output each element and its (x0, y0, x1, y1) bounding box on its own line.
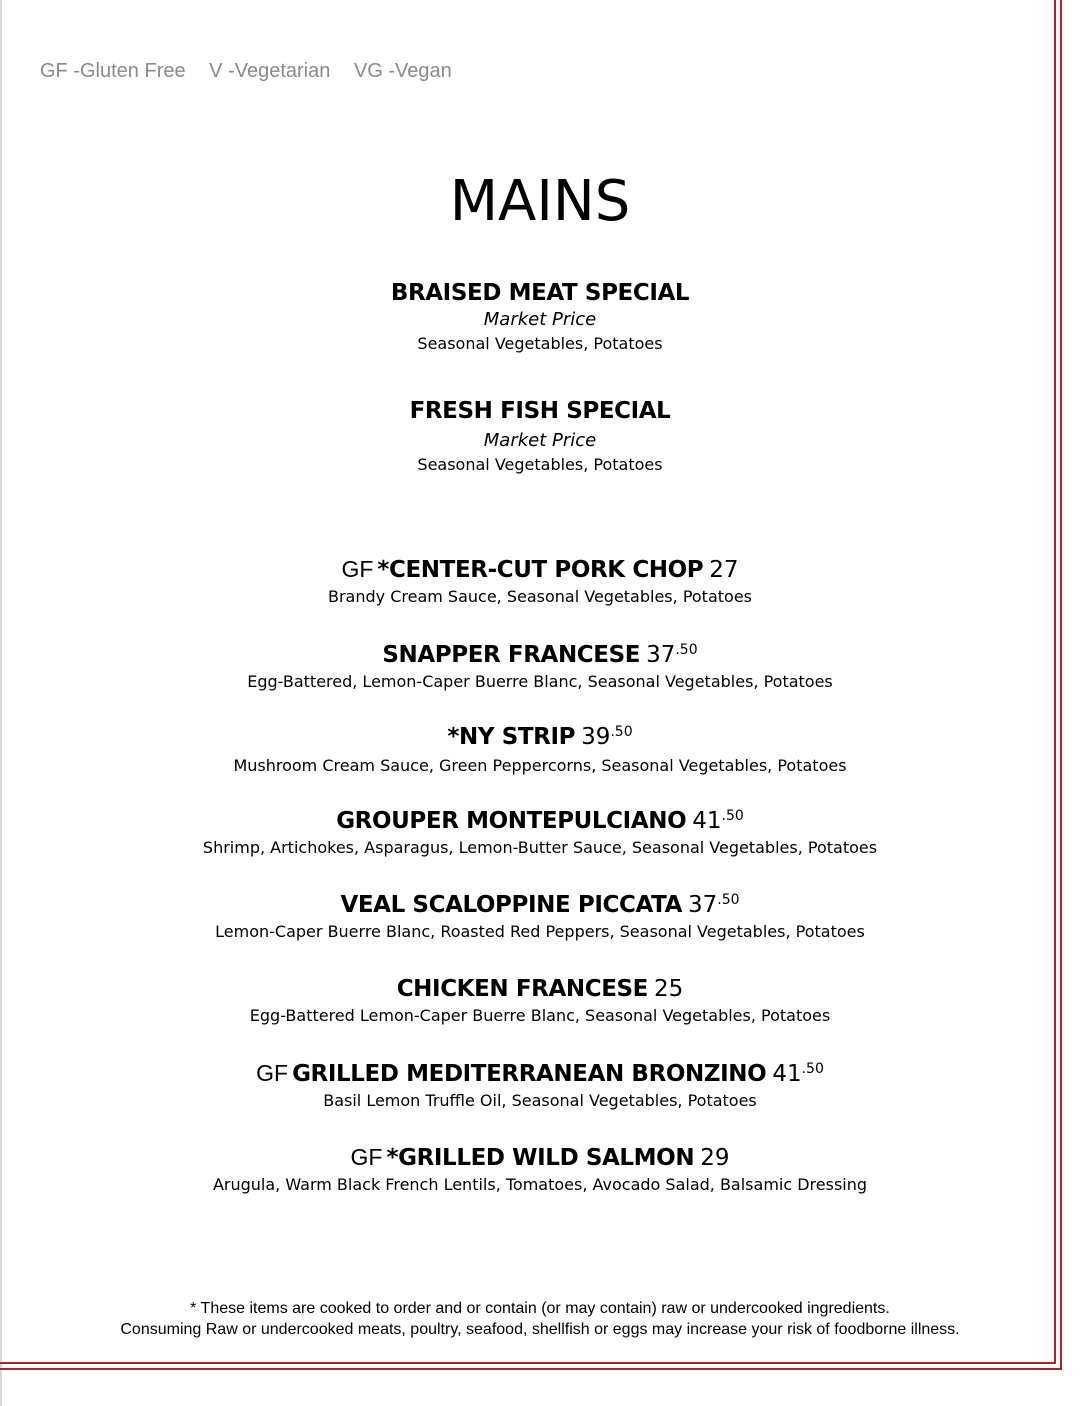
menu-item-wild-salmon (0, 1142, 1080, 1197)
item-description: Seasonal Vegetables, Potatoes (417, 455, 663, 474)
item-description: Egg-Battered Lemon-Caper Buerre Blanc, Seasonal Vegetables, Potatoes (249, 1006, 831, 1025)
item-price: 37 (688, 892, 718, 918)
special-braised-meat (0, 278, 1080, 356)
item-description: Basil Lemon Truffle Oil, Seasonal Vegetables, Potatoes (323, 1091, 757, 1110)
page-title: MAINS (449, 169, 631, 234)
item-price-cents: .50 (717, 892, 740, 908)
item-name: GROUPER MONTEPULCIANO (336, 808, 687, 834)
menu-item-grouper-montepulciano (0, 806, 1080, 860)
gluten-free-tag: GF (256, 1060, 289, 1086)
gluten-free-tag: GF (341, 556, 374, 582)
menu-item-bronzino (0, 1058, 1080, 1113)
page-border-bottom-outer (0, 1368, 1062, 1370)
dietary-legend (40, 60, 470, 83)
page-border-bottom-inner (0, 1362, 1056, 1364)
menu-item-snapper-francese (0, 640, 1080, 694)
item-description: Seasonal Vegetables, Potatoes (417, 334, 663, 353)
item-name: *CENTER-CUT PORK CHOP (377, 557, 704, 583)
item-name: FRESH FISH SPECIAL (409, 398, 671, 424)
item-name: *NY STRIP (447, 724, 576, 750)
item-description: Mushroom Cream Sauce, Green Peppercorns, Seasonal Vegetables, Potatoes (233, 756, 847, 775)
item-price-cents: .50 (610, 724, 633, 740)
item-price: 27 (709, 557, 739, 583)
menu-item-ny-strip (0, 722, 1080, 778)
item-description: Lemon-Caper Buerre Blanc, Roasted Red Peppers, Seasonal Vegetables, Potatoes (215, 922, 865, 941)
allergen-footnote (0, 1298, 1080, 1340)
item-name: VEAL SCALOPPINE PICCATA (340, 892, 682, 918)
item-price-cents: .50 (675, 642, 698, 658)
gluten-free-tag: GF (350, 1144, 383, 1170)
item-price: 37 (646, 642, 676, 668)
item-name: BRAISED MEAT SPECIAL (390, 280, 690, 306)
item-price-cents: .50 (801, 1061, 824, 1077)
special-fresh-fish (0, 396, 1080, 477)
footnote-line-1: * These items are cooked to order and or contain (or may contain) raw or undercooked ingredients. (190, 1300, 890, 1317)
item-description: Arugula, Warm Black French Lentils, Tomatoes, Avocado Salad, Balsamic Dressing (212, 1175, 868, 1194)
item-price: 41 (692, 808, 722, 834)
item-price-note: Market Price (483, 430, 597, 451)
menu-item-pork-chop (0, 554, 1080, 609)
legend-vegetarian: V -Vegetarian (209, 60, 331, 82)
item-price: 25 (654, 976, 684, 1002)
menu-item-veal-scaloppine (0, 890, 1080, 944)
item-name: CHICKEN FRANCESE (396, 976, 648, 1002)
legend-gluten-free: GF -Gluten Free (40, 60, 186, 82)
item-price: 39 (581, 724, 611, 750)
item-name: GRILLED MEDITERRANEAN BRONZINO (292, 1061, 767, 1087)
item-price: 41 (772, 1061, 802, 1087)
item-name: *GRILLED WILD SALMON (386, 1145, 695, 1171)
item-name: SNAPPER FRANCESE (382, 642, 641, 668)
footnote-line-2: Consuming Raw or undercooked meats, poultry, seafood, shellfish or eggs may increase your risk of foodborne illness. (120, 1321, 960, 1338)
item-description: Shrimp, Artichokes, Asparagus, Lemon-Butter Sauce, Seasonal Vegetables, Potatoes (202, 838, 878, 857)
item-description: Egg-Battered, Lemon-Caper Buerre Blanc, Seasonal Vegetables, Potatoes (247, 672, 833, 691)
item-price-cents: .50 (721, 808, 744, 824)
item-price: 29 (700, 1145, 730, 1171)
item-price-note: Market Price (483, 309, 597, 330)
legend-vegan: VG -Vegan (353, 60, 452, 82)
menu-item-chicken-francese (0, 974, 1080, 1028)
item-description: Brandy Cream Sauce, Seasonal Vegetables, Potatoes (327, 587, 752, 606)
